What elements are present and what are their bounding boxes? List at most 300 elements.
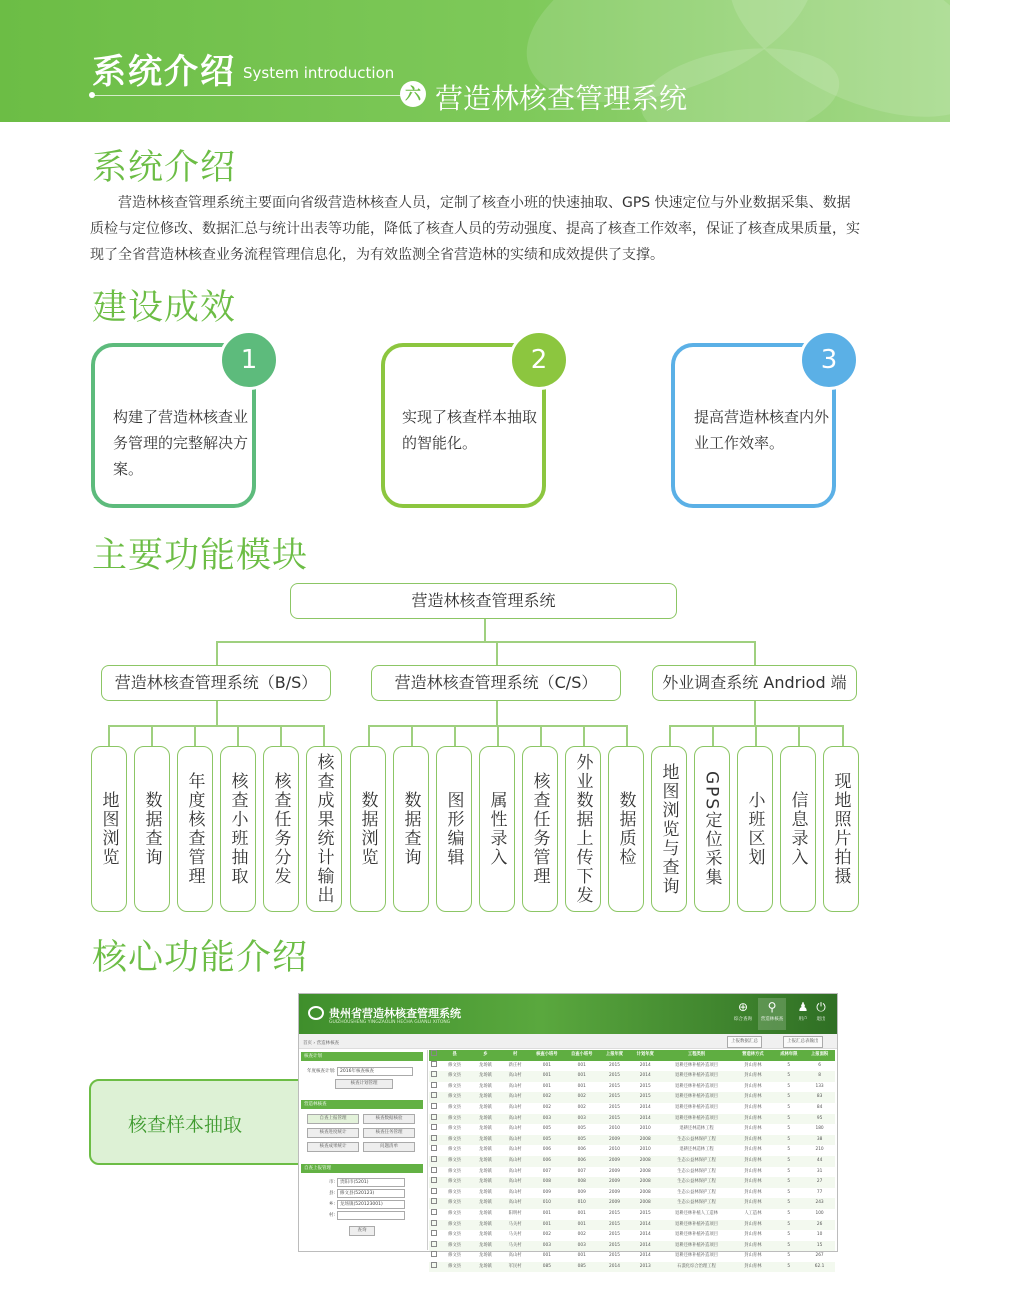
table-cell: 2010 (609, 1126, 620, 1132)
row-checkbox-cell[interactable] (429, 1220, 439, 1231)
table-cell: 龙场镇 (478, 1232, 492, 1238)
column-header[interactable]: 计划年度 (630, 1050, 661, 1061)
table-cell: 封山育林 (732, 1177, 773, 1188)
module-graphic-edit: 图形编辑 (436, 746, 472, 912)
table-cell: 5 (787, 1083, 791, 1089)
table-cell: 修文县 (439, 1156, 470, 1167)
select-all-checkbox[interactable] (431, 1050, 437, 1056)
table-cell: 修文县 (439, 1177, 470, 1188)
table-cell: 009 (577, 1189, 586, 1195)
column-header[interactable]: 核查小班号 (529, 1050, 564, 1061)
table-cell: 2008 (630, 1135, 661, 1146)
app-title: 贵州省营造林核查管理系统 (329, 1007, 461, 1020)
row-checkbox-cell[interactable] (429, 1251, 439, 1262)
table-cell: 退耕还林造林工程 (679, 1126, 714, 1132)
table-cell: 封山育林 (732, 1220, 773, 1231)
table-cell: 2010 (609, 1147, 620, 1153)
table-cell: 修文县 (439, 1198, 470, 1209)
row-checkbox[interactable] (431, 1103, 437, 1109)
table-row[interactable] (429, 1103, 835, 1114)
issues-button[interactable]: 问题清单 (363, 1142, 415, 1152)
table-cell: 封山育林 (732, 1262, 773, 1273)
header-title: 系统介绍 (92, 52, 236, 92)
table-cell: 修文县 (448, 1126, 462, 1132)
town-label: 乡: (329, 1202, 336, 1207)
table-cell: 马关村 (501, 1220, 530, 1231)
table-cell: 高山村 (501, 1198, 530, 1209)
connector (151, 725, 153, 746)
connector (497, 725, 499, 746)
row-checkbox[interactable] (431, 1177, 437, 1183)
table-cell: 高山村 (508, 1253, 522, 1259)
table-cell: 2009 (609, 1189, 620, 1195)
table-cell: 085 (529, 1262, 564, 1273)
table-cell: 修文县 (448, 1104, 462, 1110)
plan-select[interactable]: 2016年核查核查 (337, 1067, 413, 1076)
table-row[interactable] (429, 1177, 835, 1188)
search-icon: ⚲ (767, 1000, 777, 1014)
table-cell: 修文县 (448, 1189, 462, 1195)
table-cell: 修文县 (448, 1210, 462, 1216)
table-cell: 高山村 (501, 1071, 530, 1082)
table-cell: 8 (804, 1071, 835, 1082)
county-label: 县: (329, 1191, 336, 1196)
connector (108, 725, 325, 727)
connector (484, 619, 486, 641)
nav-user[interactable]: ♟ 用户 (789, 998, 817, 1030)
row-checkbox[interactable] (431, 1092, 437, 1098)
query-button[interactable]: 查询 (349, 1226, 375, 1236)
city-label: 市: (329, 1180, 336, 1185)
row-checkbox-cell[interactable] (429, 1230, 439, 1241)
row-checkbox[interactable] (431, 1251, 437, 1257)
table-cell: 180 (815, 1126, 824, 1132)
table-cell: 阳明村 (508, 1210, 522, 1216)
table-cell: 修文县 (439, 1071, 470, 1082)
table-cell: 5 (773, 1071, 804, 1082)
table-cell: 2015 (639, 1083, 651, 1089)
table-cell: 生态公益林保护工程 (677, 1189, 716, 1195)
data-grid (429, 1050, 835, 1269)
header-dot (89, 92, 95, 98)
table-row[interactable] (429, 1167, 835, 1178)
table-cell: 001 (564, 1220, 599, 1231)
module-task-dispatch: 核查任务分发 (263, 746, 299, 912)
table-cell: 龙场镇 (470, 1220, 501, 1231)
module-map-browse: 地图浏览 (91, 746, 127, 912)
row-checkbox-cell[interactable] (429, 1209, 439, 1220)
intro-paragraph: 营造林核查管理系统主要面向省级营造林核查人员，定制了核查小班的快速抽取、GPS 快速定位与外业数据采集、数据质检与定位修改、数据汇总与统计出表等功能，降低了核查人员的劳动强度、提高了核查工作效率，保证了核查成果质量，实现了全省营造林核查业务流程管理信息化，为有效监测全省营造林的实绩和成效提供了支撑。 (90, 195, 860, 263)
table-cell: 003 (564, 1114, 599, 1125)
table-cell: 009 (542, 1189, 551, 1195)
table-cell: 010 (564, 1198, 599, 1209)
table-cell: 退耕还林补植补造项目 (661, 1241, 733, 1252)
table-cell: 封山育林 (732, 1198, 773, 1209)
table-cell: 2015 (599, 1114, 630, 1125)
task-button[interactable]: 核查任务管理 (363, 1128, 415, 1138)
table-cell: 2015 (609, 1062, 620, 1068)
power-icon: ⏻ (816, 1000, 826, 1014)
table-cell: 002 (577, 1232, 586, 1238)
table-cell: 008 (564, 1177, 599, 1188)
row-checkbox[interactable] (431, 1209, 437, 1215)
table-cell: 2008 (630, 1156, 661, 1167)
module-map-query: 地图浏览与查询 (651, 746, 687, 912)
stats-button[interactable]: 核查成果统计 (307, 1142, 359, 1152)
table-row[interactable] (429, 1251, 835, 1262)
table-row[interactable] (429, 1092, 835, 1103)
table-row[interactable] (429, 1220, 835, 1231)
nav-logout[interactable]: ⏻ 退出 (807, 998, 835, 1030)
table-cell: 2014 (630, 1071, 661, 1082)
table-cell: 生态公益林保护工程 (661, 1135, 733, 1146)
table-cell: 001 (529, 1071, 564, 1082)
table-cell: 2015 (599, 1241, 630, 1252)
table-cell: 5 (773, 1156, 804, 1167)
column-header[interactable]: 工程类别 (661, 1050, 733, 1061)
table-cell: 修文县 (439, 1114, 470, 1125)
table-row[interactable] (429, 1198, 835, 1209)
row-checkbox-cell[interactable] (429, 1262, 439, 1273)
table-cell: 2015 (609, 1083, 620, 1089)
table-cell: 退耕还林补植补造项目 (661, 1092, 733, 1103)
table-cell: 10 (816, 1232, 823, 1238)
table-cell: 007 (542, 1168, 551, 1174)
row-checkbox-cell[interactable] (429, 1103, 439, 1114)
table-cell: 002 (542, 1232, 551, 1238)
table-cell: 修文县 (439, 1092, 470, 1103)
report-summary-button[interactable]: 上报数据汇总 (727, 1036, 762, 1048)
nav-check[interactable]: ⚲ 营造林核查 (758, 998, 786, 1030)
table-cell: 006 (529, 1156, 564, 1167)
table-row[interactable] (429, 1230, 835, 1241)
table-cell: 2013 (630, 1262, 661, 1273)
table-cell: 修文县 (439, 1241, 470, 1252)
table-cell: 修文县 (448, 1232, 462, 1238)
table-cell: 2014 (639, 1062, 651, 1068)
table-cell: 龙场镇 (478, 1104, 492, 1110)
module-group-cs: 营造林核查管理系统（C/S） (371, 665, 621, 701)
connector (411, 725, 413, 746)
connector (842, 725, 844, 746)
row-checkbox-cell[interactable] (429, 1156, 439, 1167)
row-checkbox[interactable] (431, 1156, 437, 1162)
module-task-manage: 核查任务管理 (522, 746, 558, 912)
table-cell: 003 (529, 1241, 564, 1252)
row-checkbox[interactable] (431, 1167, 437, 1173)
table-row[interactable] (429, 1071, 835, 1082)
module-group-bs: 营造林核查管理系统（B/S） (101, 665, 331, 701)
table-row[interactable] (429, 1082, 835, 1093)
table-cell: 高山村 (501, 1156, 530, 1167)
table-cell: 5 (773, 1262, 804, 1273)
table-cell: 新庄村 (508, 1062, 522, 1068)
table-cell: 封山育林 (732, 1114, 773, 1125)
table-cell: 84 (816, 1104, 823, 1110)
intro-heading: 系统介绍 (92, 148, 237, 188)
city-select[interactable]: 贵阳市(5201) (337, 1178, 405, 1187)
modules-heading: 主要功能模块 (92, 536, 309, 576)
connector (216, 641, 218, 665)
table-cell: 006 (564, 1156, 599, 1167)
table-cell: 马关村 (501, 1241, 530, 1252)
row-checkbox-cell[interactable] (429, 1114, 439, 1125)
table-cell: 龙场镇 (470, 1114, 501, 1125)
table-cell: 龙场镇 (470, 1135, 501, 1146)
row-checkbox[interactable] (431, 1114, 437, 1120)
table-cell: 2015 (599, 1220, 630, 1231)
table-cell: 5 (787, 1126, 791, 1132)
table-cell: 封山育林 (744, 1168, 762, 1174)
row-checkbox-cell[interactable] (429, 1198, 439, 1209)
row-checkbox[interactable] (431, 1230, 437, 1236)
module-data-query: 数据查询 (134, 746, 170, 912)
table-cell: 27 (804, 1177, 835, 1188)
column-header[interactable]: 成林年限 (773, 1050, 804, 1061)
module-group-android: 外业调查系统 Andriod 端 (652, 665, 857, 701)
table-cell: 退耕还林补植补造项目 (661, 1071, 733, 1082)
table-cell: 2014 (630, 1114, 661, 1125)
table-cell: 5 (787, 1062, 791, 1068)
table-cell: 2008 (639, 1189, 651, 1195)
result-card-1-text: 构建了营造林核查业务管理的完整解决方案。 (113, 408, 249, 478)
panel-plan-header: 核查计划 (301, 1052, 423, 1061)
column-header[interactable]: 乡 (470, 1050, 501, 1061)
table-cell: 62.1 (804, 1262, 835, 1273)
table-cell: 2009 (599, 1156, 630, 1167)
table-cell: 44 (804, 1156, 835, 1167)
table-cell: 5 (773, 1135, 804, 1146)
table-cell: 2015 (639, 1210, 651, 1216)
table-cell: 封山育林 (732, 1135, 773, 1146)
row-checkbox[interactable] (431, 1198, 437, 1204)
table-cell: 2015 (609, 1232, 620, 1238)
county-select[interactable]: 修文县(520123) (337, 1189, 405, 1198)
row-checkbox-cell[interactable] (429, 1135, 439, 1146)
connector (496, 641, 498, 665)
village-select[interactable] (337, 1211, 405, 1220)
table-row[interactable] (429, 1114, 835, 1125)
table-cell: 高山村 (508, 1147, 522, 1153)
connector (755, 725, 757, 746)
table-cell: 高山村 (508, 1168, 522, 1174)
table-row[interactable] (429, 1241, 835, 1252)
table-cell: 2010 (639, 1126, 651, 1132)
table-cell: 高山村 (501, 1092, 530, 1103)
row-checkbox[interactable] (431, 1145, 437, 1151)
table-cell: 2009 (599, 1135, 630, 1146)
table-cell: 龙场镇 (478, 1126, 492, 1132)
progress-button[interactable]: 核查进度统计 (307, 1128, 359, 1138)
module-root: 营造林核查管理系统 (290, 583, 677, 619)
core-heading: 核心功能介绍 (92, 938, 309, 978)
town-select[interactable]: 龙场镇(520123001) (337, 1200, 405, 1209)
table-row[interactable] (429, 1156, 835, 1167)
self-report-button[interactable]: 自查上报管理 (307, 1114, 359, 1124)
table-cell: 2009 (599, 1177, 630, 1188)
table-cell: 修文县 (439, 1220, 470, 1231)
table-cell: 001 (542, 1083, 551, 1089)
table-cell: 马关村 (508, 1232, 522, 1238)
table-cell: 生态公益林保护工程 (661, 1156, 733, 1167)
table-cell: 267 (815, 1253, 824, 1259)
table-cell: 5 (787, 1168, 791, 1174)
row-checkbox-cell[interactable] (429, 1092, 439, 1103)
table-row[interactable] (429, 1188, 835, 1199)
connector (712, 725, 714, 746)
table-row[interactable] (429, 1262, 835, 1273)
table-cell: 5 (773, 1092, 804, 1103)
module-plot-division: 小班区划 (737, 746, 773, 912)
table-cell: 26 (804, 1220, 835, 1231)
result-card-1-number: 1 (219, 330, 279, 390)
module-annual-check: 年度核查管理 (177, 746, 213, 912)
column-header[interactable]: 自查小班号 (564, 1050, 599, 1061)
row-checkbox[interactable] (431, 1135, 437, 1141)
table-row[interactable] (429, 1135, 835, 1146)
table-cell: 人工造林 (744, 1210, 762, 1216)
row-checkbox[interactable] (431, 1220, 437, 1226)
row-checkbox-cell[interactable] (429, 1071, 439, 1082)
row-checkbox-cell[interactable] (429, 1145, 439, 1156)
table-cell: 001 (542, 1062, 551, 1068)
connector (754, 701, 756, 725)
table-cell: 001 (577, 1210, 586, 1216)
row-checkbox-cell[interactable] (429, 1188, 439, 1199)
connector (323, 725, 325, 746)
table-cell: 高山村 (508, 1126, 522, 1132)
table-cell: 封山育林 (732, 1241, 773, 1252)
table-cell: 封山育林 (732, 1156, 773, 1167)
module-stats-output: 核查成果统计输出 (306, 746, 342, 912)
row-checkbox-cell[interactable] (429, 1061, 439, 1072)
report-export-button[interactable]: 上报汇总表输出 (783, 1036, 823, 1048)
table-cell: 高山村 (501, 1177, 530, 1188)
column-header[interactable]: 上报年度 (599, 1050, 630, 1061)
table-cell: 封山育林 (744, 1083, 762, 1089)
row-checkbox-cell[interactable] (429, 1124, 439, 1135)
table-cell: 15 (804, 1241, 835, 1252)
table-cell: 龙场镇 (470, 1071, 501, 1082)
data-table (429, 1050, 835, 1272)
table-cell: 005 (564, 1135, 599, 1146)
table-cell: 退耕还林补植补造项目 (675, 1083, 718, 1089)
results-heading: 建设成效 (92, 288, 237, 328)
connector (496, 701, 498, 725)
panel-report-header: 自查上报管理 (301, 1164, 423, 1173)
row-checkbox-cell[interactable] (429, 1241, 439, 1252)
row-checkbox-cell[interactable] (429, 1082, 439, 1093)
table-cell: 封山育林 (744, 1147, 762, 1153)
table-cell: 2015 (599, 1071, 630, 1082)
connector (626, 725, 628, 746)
column-header[interactable]: 上报面积 (804, 1050, 835, 1061)
table-cell: 军民村 (501, 1262, 530, 1273)
table-cell: 高山村 (508, 1083, 522, 1089)
table-cell: 002 (542, 1104, 551, 1110)
row-checkbox[interactable] (431, 1241, 437, 1247)
table-cell: 5 (773, 1220, 804, 1231)
table-cell: 31 (816, 1168, 823, 1174)
breadcrumb: 首页 › 营造林核查 (303, 1041, 340, 1046)
result-card-3-text: 提高营造林核查内外业工作效率。 (694, 408, 830, 452)
row-checkbox[interactable] (431, 1071, 437, 1077)
column-header[interactable]: 村 (501, 1050, 530, 1061)
table-cell: 210 (815, 1147, 824, 1153)
plan-manage-button[interactable]: 核查计划管理 (335, 1079, 393, 1089)
row-checkbox[interactable] (431, 1124, 437, 1130)
table-cell: 修文县 (448, 1083, 462, 1089)
row-checkbox[interactable] (431, 1082, 437, 1088)
table-cell: 龙场镇 (470, 1156, 501, 1167)
table-cell: 修文县 (448, 1168, 462, 1174)
table-cell: 退耕还林补植补造项目 (661, 1114, 733, 1125)
table-cell: 005 (542, 1126, 551, 1132)
header-subtitle: System introduction (243, 64, 395, 82)
table-row[interactable] (429, 1124, 835, 1135)
column-header[interactable] (429, 1050, 439, 1061)
nav-query[interactable]: ⊕ 综合查询 (729, 998, 757, 1030)
table-cell: 高山村 (501, 1114, 530, 1125)
table-cell: 退耕还林补植补造项目 (675, 1062, 718, 1068)
module-data-qc: 数据质检 (608, 746, 644, 912)
table-row[interactable] (429, 1061, 835, 1072)
table-cell: 2014 (639, 1104, 651, 1110)
panel-check-header: 营造林核查 (301, 1100, 423, 1109)
table-cell: 修文县 (448, 1062, 462, 1068)
result-card-2-number: 2 (509, 330, 569, 390)
table-row[interactable] (429, 1209, 835, 1220)
table-cell: 龙场镇 (470, 1198, 501, 1209)
table-cell: 5 (773, 1177, 804, 1188)
table-cell: 005 (577, 1126, 586, 1132)
verify-button[interactable]: 核查数据核验 (363, 1114, 415, 1124)
feature-label: 核查样本抽取 (128, 1114, 243, 1136)
table-cell: 2008 (639, 1168, 651, 1174)
connector (669, 725, 671, 746)
table-cell: 2014 (639, 1232, 651, 1238)
connector (194, 725, 196, 746)
query-icon: ⊕ (737, 1000, 749, 1014)
table-cell: 007 (577, 1168, 586, 1174)
table-cell: 高山村 (508, 1104, 522, 1110)
table-cell: 龙场镇 (470, 1177, 501, 1188)
table-cell: 001 (542, 1210, 551, 1216)
table-cell: 100 (815, 1210, 824, 1216)
table-cell: 石漠化综合治理工程 (661, 1262, 733, 1273)
column-header[interactable]: 县 (439, 1050, 470, 1061)
connector (754, 641, 756, 665)
row-checkbox-cell[interactable] (429, 1167, 439, 1178)
row-checkbox[interactable] (431, 1262, 437, 1268)
row-checkbox-cell[interactable] (429, 1177, 439, 1188)
table-cell: 龙场镇 (478, 1189, 492, 1195)
table-cell: 5 (787, 1210, 791, 1216)
app-subtitle: GUIZHOUSHENG YINGZAOLIN HECHA GUANLI XITONG (329, 1020, 451, 1025)
table-cell: 退耕还林补植补造项目 (675, 1232, 718, 1238)
table-cell: 封山育林 (732, 1092, 773, 1103)
table-cell: 退耕还林补植补造项目 (675, 1104, 718, 1110)
row-checkbox[interactable] (431, 1061, 437, 1067)
table-cell: 2008 (630, 1177, 661, 1188)
table-row[interactable] (429, 1145, 835, 1156)
connector (454, 725, 456, 746)
column-header[interactable]: 营造林方式 (732, 1050, 773, 1061)
row-checkbox[interactable] (431, 1188, 437, 1194)
header-banner (0, 0, 950, 122)
module-plot-extract: 核查小班抽取 (220, 746, 256, 912)
table-cell: 退耕还林造林工程 (679, 1147, 714, 1153)
